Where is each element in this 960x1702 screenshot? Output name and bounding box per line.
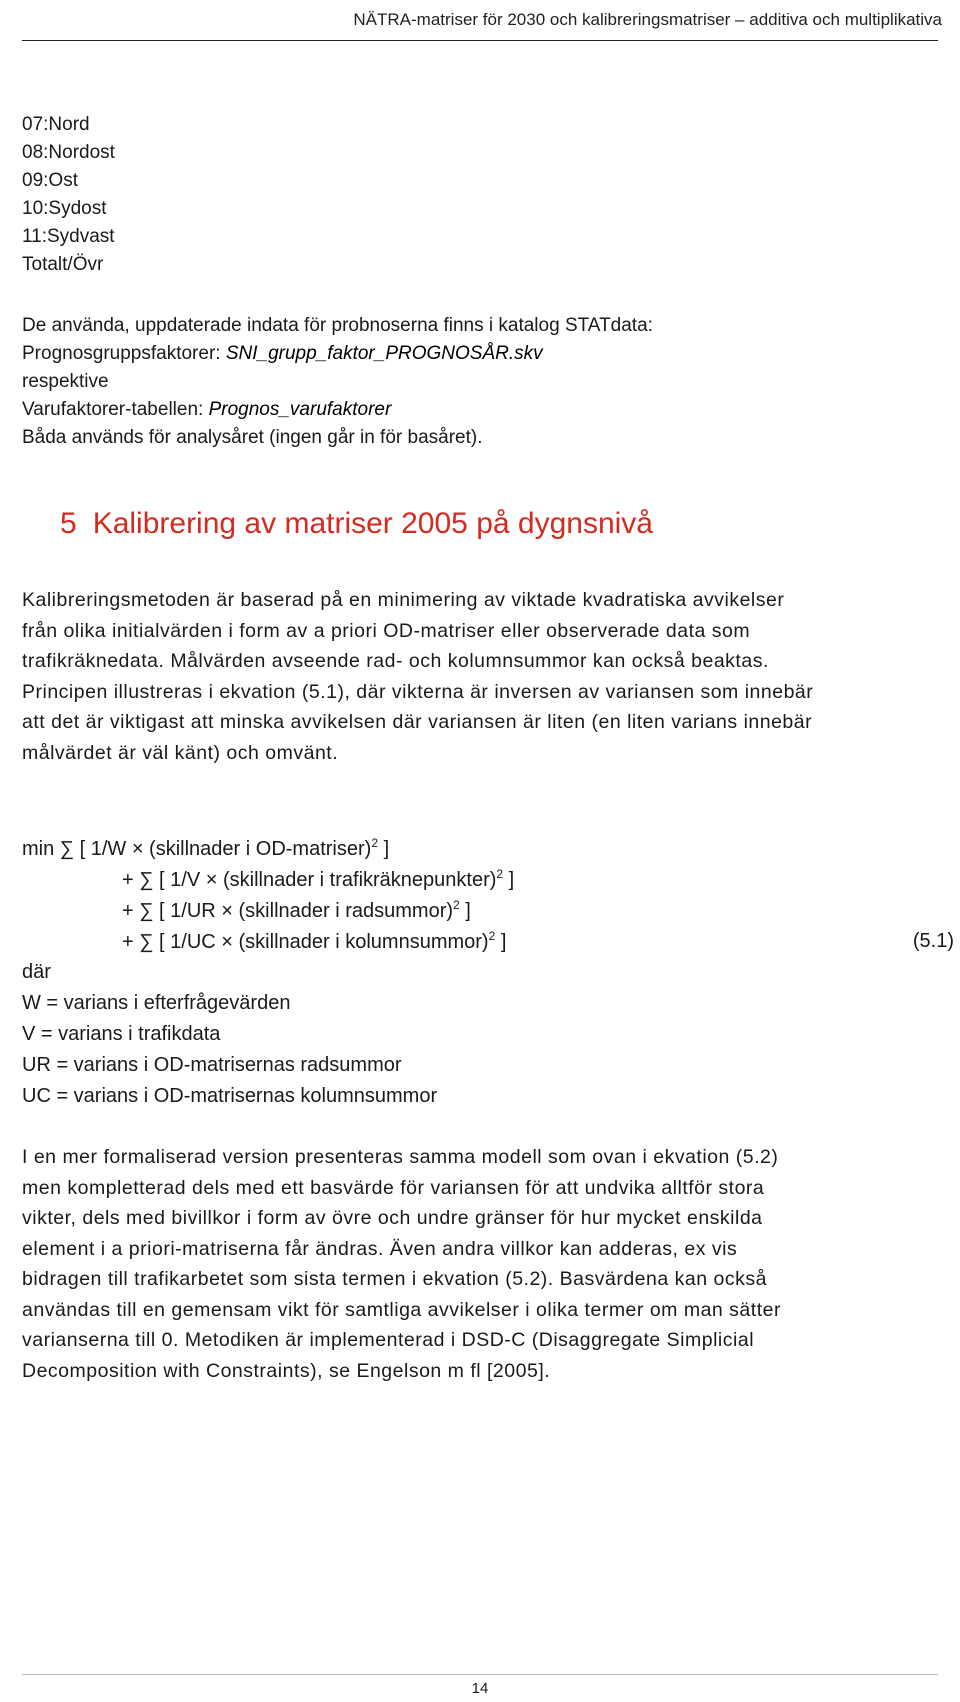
varu-line	[22, 396, 938, 424]
text-line: från olika initialvärden i form av a priori OD-matriser eller observerade data som	[22, 619, 751, 642]
text-line: Decomposition with Constraints), se Engelson m fl [2005].	[22, 1359, 551, 1382]
text-line: I en mer formaliserad version presenteras samma modell som ovan i ekvation (5.2)	[22, 1146, 779, 1168]
equation-line: min ∑ [ 1/W × (skillnader i OD-matriser)$^2$ ]	[22, 836, 390, 860]
footer-divider	[22, 1674, 938, 1675]
definition-item: UR = varians i OD-matrisernas radsummor	[22, 1054, 402, 1076]
text-line: vikter, dels med bivillkor i form av övre och undre gränser för hur mycket enskilda	[22, 1207, 763, 1229]
definition-item: V = varians i trafikdata	[22, 1023, 221, 1045]
exponent: 2	[488, 929, 496, 943]
varu-label: Varufaktorer-tabellen:	[22, 399, 204, 420]
indata-intro: De använda, uppdaterade indata för probnoserna finns i katalog STATdata:	[22, 315, 653, 336]
page-number: 14	[471, 1680, 489, 1697]
text-line: varianserna till 0. Metodiken är implementerad i DSD-C (Disaggregate Simplicial	[22, 1329, 755, 1351]
list-item: 09:Ost	[22, 170, 78, 191]
paragraph-formalised	[22, 1142, 952, 1386]
text-line: användas till en gemensam vikt för samtliga avvikelser i olika termer om man sätter	[22, 1298, 781, 1321]
list-item: 08:Nordost	[22, 142, 115, 163]
list-item: Totalt/Övr	[22, 254, 104, 275]
varu-file: Prognos_varufaktorer	[208, 399, 392, 420]
section-number: 5	[60, 507, 77, 540]
definitions-intro: där	[22, 961, 51, 983]
indata-block	[22, 312, 938, 452]
list-item: 10:Sydost	[22, 198, 107, 219]
text-line: Kalibreringsmetoden är baserad på en minimering av viktade kvadratiska avvikelser	[22, 589, 785, 611]
factors-file: SNI_grupp_faktor_PROGNOSÅR.skv	[225, 343, 543, 364]
header-divider	[22, 40, 938, 41]
respektive-text: respektive	[22, 371, 109, 392]
text-line: trafikräknedata. Målvärden avseende rad- och kolumnsummor kan också beaktas.	[22, 650, 769, 672]
factors-label: Prognosgruppsfaktorer:	[22, 343, 221, 364]
section-heading	[60, 507, 653, 541]
list-item: 07:Nord	[22, 114, 90, 135]
text-line: element i a priori-matriserna får ändras. Även andra villkor kan adderas, ex vis	[22, 1237, 738, 1260]
page-header: NÄTRA-matriser för 2030 och kalibreringsmatriser – additiva och multiplikativa	[353, 10, 942, 29]
definitions	[22, 957, 938, 1112]
exponent: 2	[371, 836, 378, 850]
equation-line: + ∑ [ 1/UR × (skillnader i radsummor)$^2$ ]	[122, 898, 471, 922]
definition-item: W = varians i efterfrågevärden	[22, 992, 291, 1014]
text-line: målvärdet är väl känt) och omvänt.	[22, 741, 339, 764]
section-title: Kalibrering av matriser 2005 på dygnsnivå	[92, 507, 653, 540]
definition-item: UC = varians i OD-matrisernas kolumnsummor	[22, 1085, 438, 1107]
equation-line: + ∑ [ 1/V × (skillnader i trafikräknepunkter)$^2$ ]	[122, 867, 515, 891]
list-item: 11:Sydvast	[22, 226, 115, 247]
region-list	[22, 111, 938, 279]
factors-line	[22, 340, 938, 368]
text-line: men kompletterad dels med ett basvärde för variansen för att undvika alltför stora	[22, 1176, 765, 1199]
equation-line: + ∑ [ 1/UC × (skillnader i kolumnsummor)$^2$ ]	[122, 929, 507, 953]
text-line: bidragen till trafikarbetet som sista termen i ekvation (5.2). Basvärdena kan också	[22, 1268, 767, 1290]
paragraph-intro	[22, 585, 952, 768]
text-line: Principen illustreras i ekvation (5.1), där vikterna är inversen av variansen som innebär	[22, 680, 814, 703]
indata-note: Båda används för analysåret (ingen går in för basåret).	[22, 427, 483, 448]
text-line: att det är viktigast att minska avvikelsen där variansen är liten (en liten varians innebär	[22, 711, 813, 733]
exponent: 2	[453, 898, 460, 912]
exponent: 2	[496, 867, 504, 881]
equation-number: (5.1)	[912, 930, 954, 952]
